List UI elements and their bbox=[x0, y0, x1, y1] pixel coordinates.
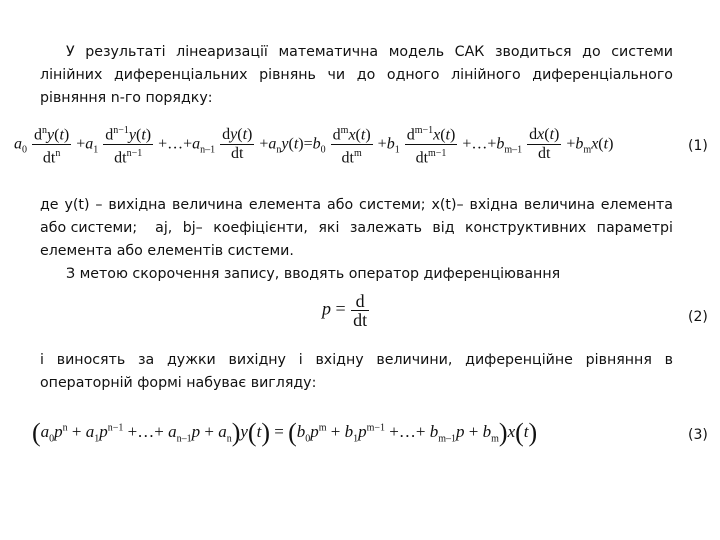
equation-1: $a_0$ $\frac{d^ny(t)}{dt^n}$ $+a_1$ $\frac{d^{n-1}y(t)}{dt^{n-1}}$ $+\dots+a_{n-1}$ $\frac{dy(t)}{dt}$ $+a_ny(t)=b_0$ $\frac{d^mx(t)}{dt^m}$ $+b_1$ $\frac{d^{m-1}x(t)}{dt^{m-1}}$ $+\dots+b_{m-1}$ $\frac{dx(t)}{dt}$ $+b_mx(t)$ bbox=[14, 122, 613, 168]
equation-3: ($a_0p^n + a_1p^{n-1}$ +…+ $a_{n-1}p + a_n)y(t) = (b_0p^m + b_1p^{m-1}$ +…+ $b_{m-1}p + b_m)x(t)$ bbox=[32, 418, 538, 447]
intro-line-2: лінійних диференціальних рівнянь чи до одного лінійного диференціального bbox=[40, 67, 673, 83]
equation-2-number: (2) bbox=[688, 309, 708, 325]
after-line-1: і виносять за дужки вихідну і вхідну величини, диференційне рівняння в bbox=[40, 352, 673, 368]
where-line-2-end: aj, bj– коефіцієнти, які залежать від конструктивних параметрі bbox=[155, 220, 673, 236]
where-line-3: елемента або елементів системи. bbox=[40, 243, 294, 259]
intro-line-3: рівняння n-го порядку: bbox=[40, 90, 213, 106]
where-line-2 bbox=[40, 219, 673, 238]
where-line-2-start: або системи; bbox=[40, 220, 138, 236]
where-line-4: З метою скорочення запису, вводять оператор диференціювання bbox=[66, 266, 561, 282]
intro-line-1: У результаті лінеаризації математична модель САК зводиться до системи bbox=[66, 44, 673, 60]
equation-3-number: (3) bbox=[688, 427, 708, 443]
after-line-2: операторній формі набуває вигляду: bbox=[40, 375, 317, 391]
equation-1-number: (1) bbox=[688, 138, 708, 154]
where-line-1: де y(t) – вихідна величина елемента або системи; x(t)– вхідна величина елемента bbox=[40, 197, 673, 213]
equation-2: p = $\frac{d}{dt}$ bbox=[322, 291, 368, 330]
